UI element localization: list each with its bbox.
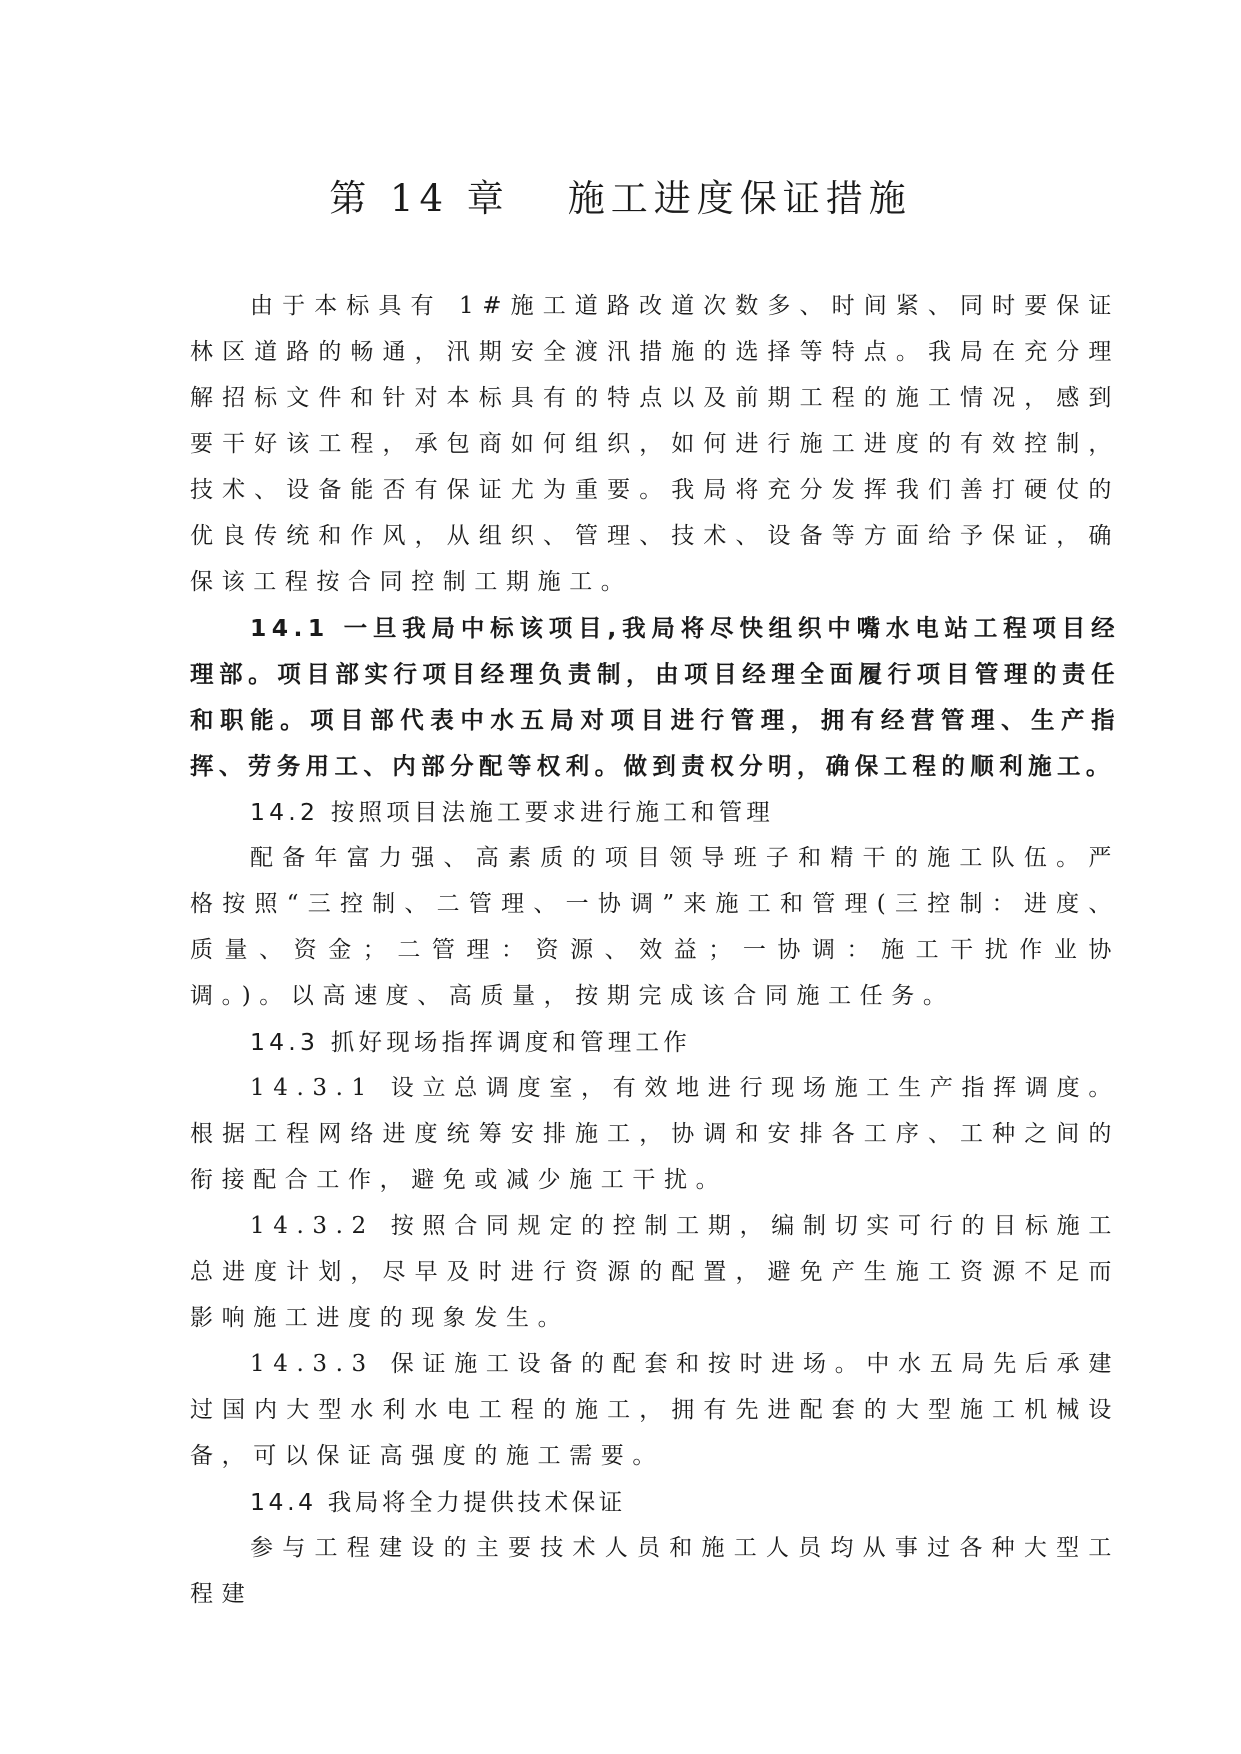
section-14-4-paragraph: 参与工程建设的主要技术人员和施工人员均从事过各种大型工程建 [190, 1535, 1120, 1607]
section-14-3-2-paragraph: 14.3.2 按照合同规定的控制工期，编制切实可行的目标施工总进度计划，尽早及时进行资源的配置，避免产生施工资源不足而影响施工进度的现象发生。 [190, 1213, 1120, 1331]
document-body [190, 283, 1120, 1617]
section-14-4-heading: 14.4 我局将全力提供技术保证 [250, 1488, 626, 1516]
section-14-3-heading: 14.3 抓好现场指挥调度和管理工作 [250, 1028, 691, 1056]
section-14-3-3-paragraph: 14.3.3 保证施工设备的配套和按时进场。中水五局先后承建过国内大型水利水电工程的施工，拥有先进配套的大型施工机械设备，可以保证高强度的施工需要。 [190, 1351, 1120, 1469]
chapter-heading [0, 168, 1241, 222]
chapter-title: 施工进度保证措施 [567, 177, 912, 220]
chapter-number: 第 14 章 [329, 177, 510, 220]
section-14-2-paragraph: 配备年富力强、高素质的项目领导班子和精干的施工队伍。严格按照“三控制、二管理、一协调”来施工和管理(三控制：进度、质量、资金；二管理：资源、效益；一协调：施工干扰作业协调。)。以高速度、高质量，按期完成该合同施工任务。 [190, 845, 1120, 1009]
section-14-1-paragraph: 14.1 一旦我局中标该项目,我局将尽快组织中嘴水电站工程项目经理部。项目部实行项目经理负责制，由项目经理全面履行项目管理的责任和职能。项目部代表中水五局对项目进行管理，拥有经营管理、生产指挥、劳务用工、内部分配等权利。做到责权分明，确保工程的顺利施工。 [190, 614, 1120, 780]
intro-paragraph: 由于本标具有 1#施工道路改道次数多、时间紧、同时要保证林区道路的畅通，汛期安全渡汛措施的选择等特点。我局在充分理解招标文件和针对本标具有的特点以及前期工程的施工情况，感到要干好该工程，承包商如何组织，如何进行施工进度的有效控制，技术、设备能否有保证尤为重要。我局将充分发挥我们善打硬仗的优良传统和作风，从组织、管理、技术、设备等方面给予保证，确保该工程按合同控制工期施工。 [190, 293, 1120, 595]
section-14-2-heading: 14.2 按照项目法施工要求进行施工和管理 [250, 798, 774, 826]
section-14-3-1-paragraph: 14.3.1 设立总调度室，有效地进行现场施工生产指挥调度。根据工程网络进度统筹安排施工，协调和安排各工序、工种之间的衔接配合工作，避免或减少施工干扰。 [190, 1075, 1120, 1193]
